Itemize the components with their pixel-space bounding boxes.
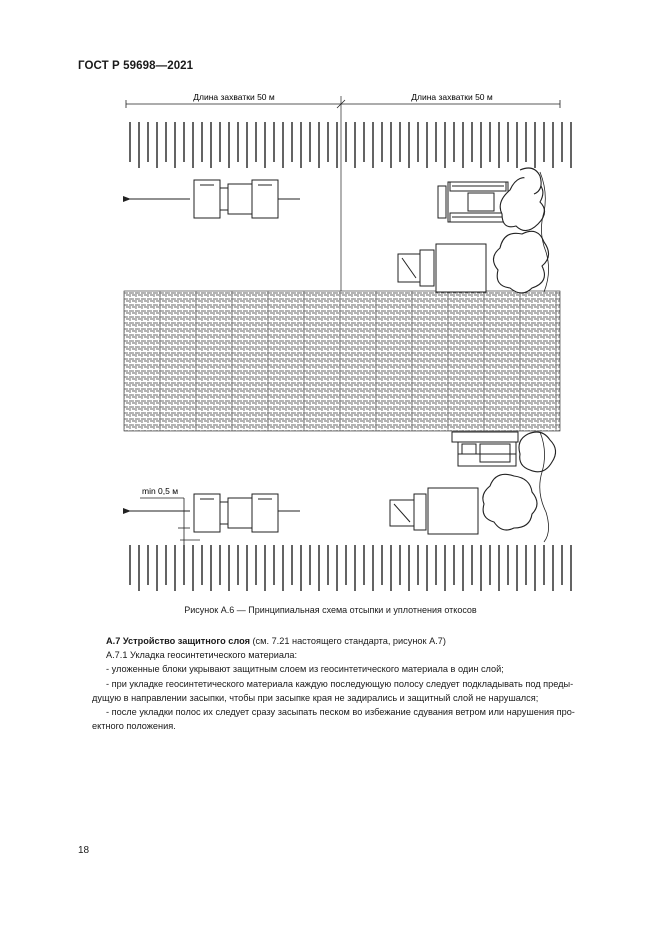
section-title	[106, 634, 626, 648]
list-item-1: - уложенные блоки укрывают защитным слоем из геосинтетического материала в один слой;	[106, 664, 504, 675]
list-item-3-cont: ектного положения.	[92, 721, 176, 732]
section-title-bold: А.7 Устройство защитного слоя	[106, 636, 250, 646]
bottom-stake-row	[130, 545, 571, 591]
list-item-2: - при укладке геосинтетического материала каждую последующую полосу следует подкладывать под преды-	[106, 678, 574, 689]
roller-lower	[194, 494, 278, 532]
bulldozer-upper	[438, 182, 508, 222]
dump-truck-lower	[390, 488, 478, 534]
document-code: ГОСТ Р 59698—2021	[78, 60, 194, 72]
top-stake-row	[130, 122, 571, 168]
roller-upper	[194, 180, 278, 218]
section-a7	[92, 634, 626, 733]
embankment-band	[124, 291, 560, 431]
dimension-left-label: Длина захватки 50 м	[193, 92, 275, 102]
section-title-rest: (см. 7.21 настоящего стандарта, рисунок А.7)	[249, 636, 446, 646]
figure-caption: Рисунок А.6 — Принципиальная схема отсыпки и уплотнения откосов	[184, 605, 477, 615]
min-distance-marker	[140, 498, 200, 545]
list-item-2-cont: дущую в направлении засыпки, чтобы при засыпке края не задирались и защитный слой не нарушался;	[92, 692, 539, 703]
bulldozer-lower	[452, 432, 518, 466]
dimension-right-label: Длина захватки 50 м	[411, 92, 493, 102]
dump-truck-upper	[398, 244, 486, 292]
list-item-3: - после укладки полос их следует сразу засыпать песком во избежание сдувания ветром или нарушения про-	[106, 707, 575, 718]
min-distance-label: min 0,5 м	[142, 486, 179, 496]
page-number: 18	[78, 845, 90, 856]
subsection-title: А.7.1 Укладка геосинтетического материала:	[106, 650, 298, 661]
